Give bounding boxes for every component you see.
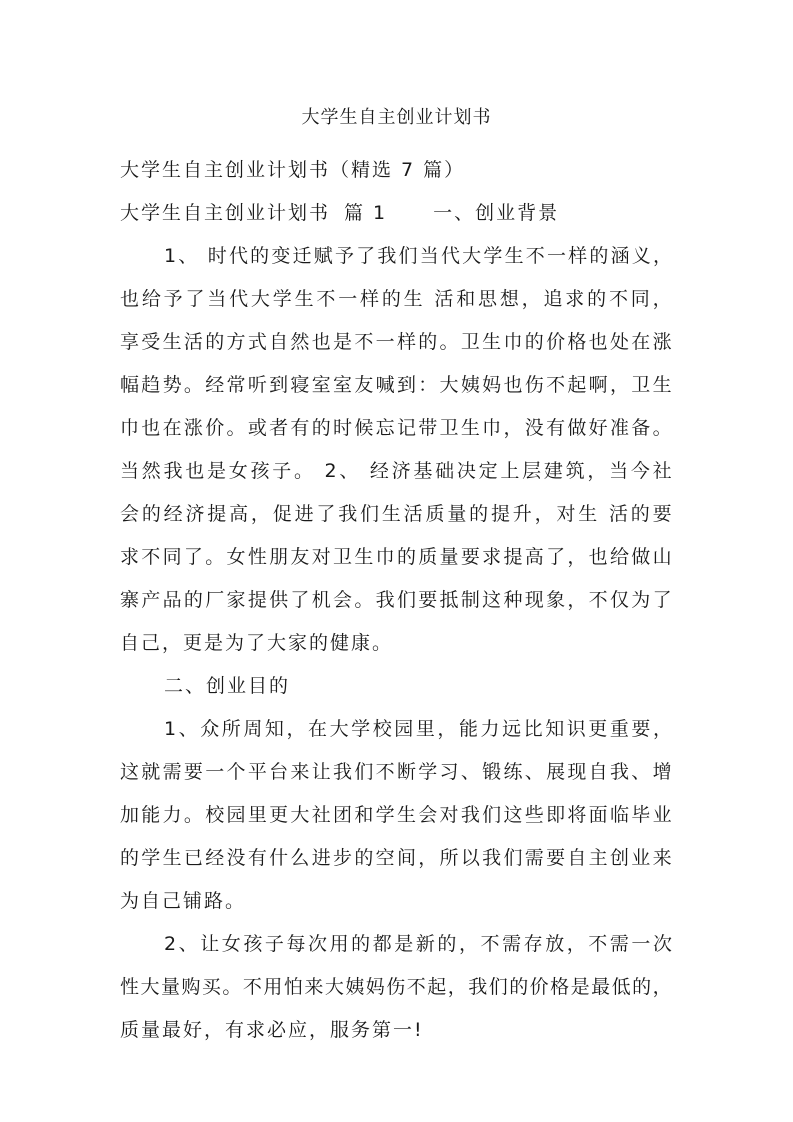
paragraph-line: 1、众所周知，在大学校园里，能力远比知识更重要， (164, 718, 672, 740)
paragraph-line: 性大量购买。不用怕来大姨妈伤不起，我们的价格是最低的， (120, 976, 672, 998)
paragraph-line: 当然我也是女孩子。 2、 经济基础决定上层建筑，当今社 (120, 460, 672, 482)
document-title: 大学生自主创业计划书 (301, 107, 492, 128)
paragraph-line: 幅趋势。经常听到寝室室友喊到：大姨妈也伤不起啊，卫生 (120, 374, 672, 396)
paragraph-line: 质量最好，有求必应，服务第一! (120, 1019, 424, 1041)
paragraph-line: 也给予了当代大学生不一样的生 活和思想，追求的不同， (120, 288, 672, 310)
paragraph-line: 加能力。校园里更大社团和学生会对我们这些即将面临毕业 (120, 804, 672, 826)
paragraph-line: 求不同了。女性朋友对卫生巾的质量要求提高了，也给做山 (120, 546, 672, 568)
heading-part-label: 篇 1 (344, 202, 388, 224)
document-subtitle: 大学生自主创业计划书（精选 7 篇） (120, 159, 466, 181)
section-heading-line (120, 201, 559, 225)
paragraph-line: 寨产品的厂家提供了机会。我们要抵制这种现象，不仅为了 (120, 589, 672, 611)
section2-heading: 二、创业目的 (164, 675, 291, 697)
paragraph-line: 自己，更是为了大家的健康。 (120, 632, 394, 654)
paragraph-line: 为自己铺路。 (120, 890, 247, 912)
paragraph-line: 巾也在涨价。或者有的时候忘记带卫生巾，没有做好准备。 (120, 417, 672, 439)
heading-section-title: 一、创业背景 (433, 202, 560, 224)
paragraph-line: 会的经济提高，促进了我们生活质量的提升，对生 活的要 (120, 503, 672, 525)
heading-doc-name: 大学生自主创业计划书 (120, 202, 331, 224)
paragraph-line: 享受生活的方式自然也是不一样的。卫生巾的价格也处在涨 (120, 331, 672, 353)
paragraph-line: 这就需要一个平台来让我们不断学习、锻练、展现自我、增 (120, 761, 672, 783)
paragraph-line: 的学生已经没有什么进步的空间，所以我们需要自主创业来 (120, 847, 672, 869)
paragraph-line: 1、 时代的变迁赋予了我们当代大学生不一样的涵义， (164, 245, 672, 267)
paragraph-line: 2、让女孩子每次用的都是新的，不需存放，不需一次 (164, 933, 672, 955)
